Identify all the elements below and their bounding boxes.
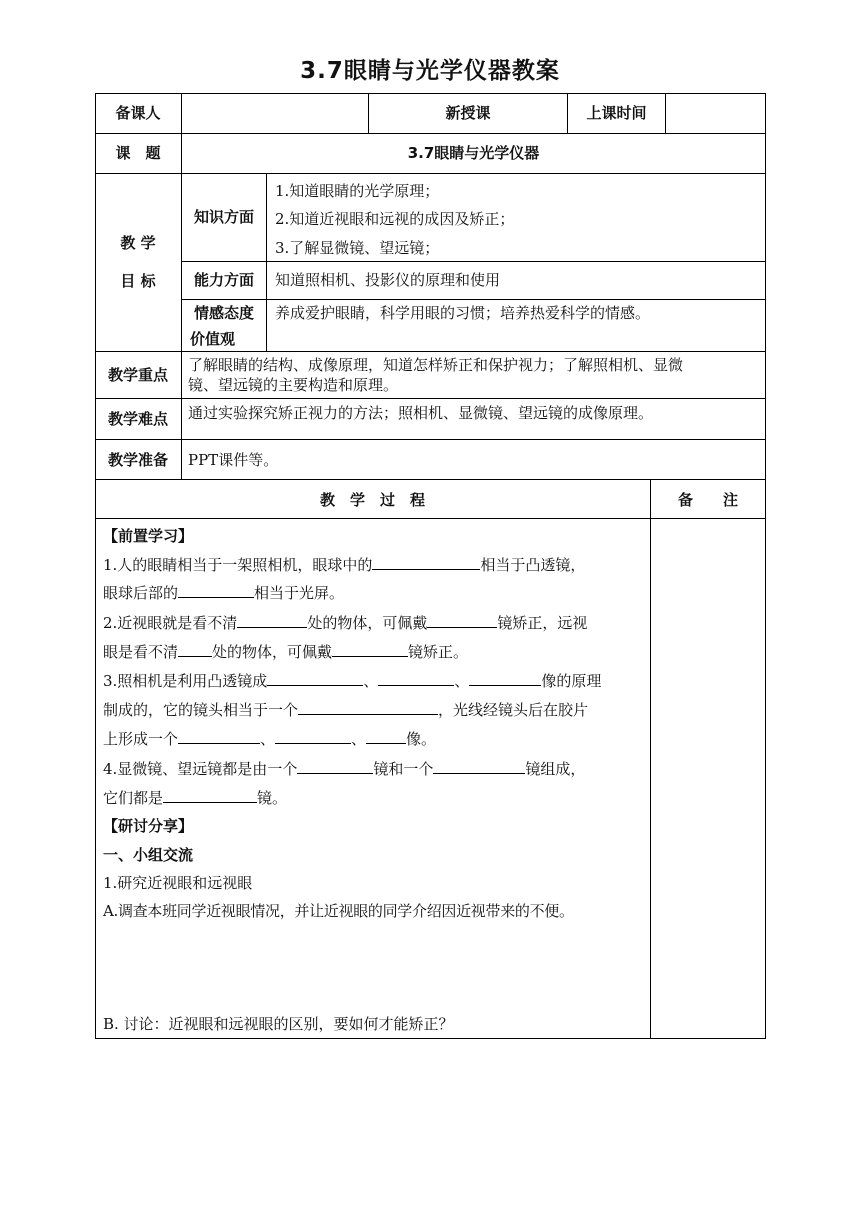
knowledge-item-1: 1.知道眼睛的光学原理；	[275, 182, 440, 200]
question-4-line1: 4.显微镜、望远镜都是由一个 镜和一个 镜组成，	[103, 760, 586, 778]
table-border-bottom	[95, 1038, 766, 1039]
knowledge-item-3: 3.了解显微镜、望远镜；	[275, 239, 440, 257]
question-3-line1: 3.照相机是利用凸透镜成 、 、 像的原理	[103, 672, 602, 690]
fill-blank[interactable]	[469, 671, 541, 686]
fill-blank[interactable]	[267, 671, 363, 686]
row-divider	[95, 133, 766, 134]
lesson-type: 新授课	[445, 104, 491, 122]
question-1-line2: 眼球后部的 相当于光屏。	[103, 584, 345, 602]
question-2-line2: 眼是看不清 处的物体，可佩戴 镜矫正。	[103, 643, 469, 661]
row-divider	[95, 398, 766, 399]
column-divider	[650, 479, 651, 1039]
fill-blank[interactable]	[372, 555, 480, 570]
notes-header: 备 注	[677, 491, 738, 509]
question-2-line1: 2.近视眼就是看不清 处的物体，可佩戴 镜矫正，远视	[103, 614, 588, 632]
table-border-right	[765, 93, 766, 1039]
knowledge-item-2: 2.知道近视眼和远视的成因及矫正；	[275, 210, 515, 228]
fill-blank[interactable]	[433, 759, 525, 774]
key-points-line2: 镜、望远镜的主要构造和原理。	[188, 376, 399, 394]
knowledge-label: 知识方面	[193, 208, 254, 226]
attitude-label-line2: 价值观	[190, 330, 236, 348]
key-points-label: 教学重点	[107, 366, 168, 384]
question-4-line2: 它们都是 镜。	[103, 789, 288, 807]
ability-value: 知道照相机、投影仪的原理和使用	[275, 271, 501, 289]
fill-blank[interactable]	[163, 788, 257, 803]
fill-blank[interactable]	[366, 729, 406, 744]
pre-study-heading: 【前置学习】	[103, 527, 194, 545]
fill-blank[interactable]	[427, 613, 497, 628]
preparation-label: 教学准备	[107, 451, 168, 469]
question-3-line3: 上形成一个 、 、 像。	[103, 730, 437, 748]
objectives-label-line2: 目 标	[120, 272, 156, 290]
fill-blank[interactable]	[178, 729, 260, 744]
row-divider	[181, 261, 766, 262]
question-1-line1: 1.人的眼睛相当于一架照相机，眼球中的 相当于凸透镜，	[103, 556, 586, 574]
fill-blank[interactable]	[178, 583, 254, 598]
row-divider	[95, 351, 766, 352]
row-divider	[95, 479, 766, 480]
difficulties-label: 教学难点	[107, 410, 168, 428]
row-divider	[95, 518, 766, 519]
objectives-label-line1: 教 学	[120, 234, 156, 252]
row-divider	[181, 299, 766, 300]
attitude-label-line1: 情感态度	[193, 304, 254, 322]
fill-blank[interactable]	[332, 642, 408, 657]
preparation-value: PPT课件等。	[188, 451, 279, 469]
fill-blank[interactable]	[298, 700, 438, 715]
process-header: 教 学 过 程	[319, 491, 425, 509]
row-divider	[95, 439, 766, 440]
ability-label: 能力方面	[193, 271, 254, 289]
column-divider	[665, 93, 666, 133]
fill-blank[interactable]	[237, 613, 307, 628]
key-points-line1: 了解眼睛的结构、成像原理，知道怎样矫正和保护视力；了解照相机、显微	[188, 356, 684, 374]
teacher-label: 备课人	[115, 104, 161, 122]
fill-blank[interactable]	[378, 671, 454, 686]
topic-label: 课 题	[115, 144, 161, 162]
lesson-plan-table	[95, 93, 766, 1039]
time-label: 上课时间	[586, 104, 647, 122]
item-a: A.调查本班同学近视眼情况，并让近视眼的同学介绍因近视带来的不便。	[103, 902, 574, 920]
discussion-heading: 【研讨分享】	[103, 817, 194, 835]
item-b: B. 讨论：近视眼和远视眼的区别，要如何才能矫正？	[103, 1015, 454, 1033]
item-1: 1.研究近视眼和远视眼	[103, 874, 253, 892]
attitude-value: 养成爱护眼睛，科学用眼的习惯；培养热爱科学的情感。	[275, 304, 651, 322]
column-divider	[266, 173, 267, 351]
question-3-line2: 制成的，它的镜头相当于一个 ，光线经镜头后在胶片	[103, 701, 589, 719]
topic-value: 3.7眼睛与光学仪器	[407, 144, 540, 162]
fill-blank[interactable]	[275, 729, 351, 744]
page-title: 3.7眼睛与光学仪器教案	[300, 58, 560, 84]
fill-blank[interactable]	[297, 759, 373, 774]
row-divider	[95, 173, 766, 174]
difficulties-value: 通过实验探究矫正视力的方法；照相机、显微镜、望远镜的成像原理。	[188, 404, 654, 422]
group-heading: 一、小组交流	[103, 846, 194, 864]
fill-blank[interactable]	[178, 642, 212, 657]
